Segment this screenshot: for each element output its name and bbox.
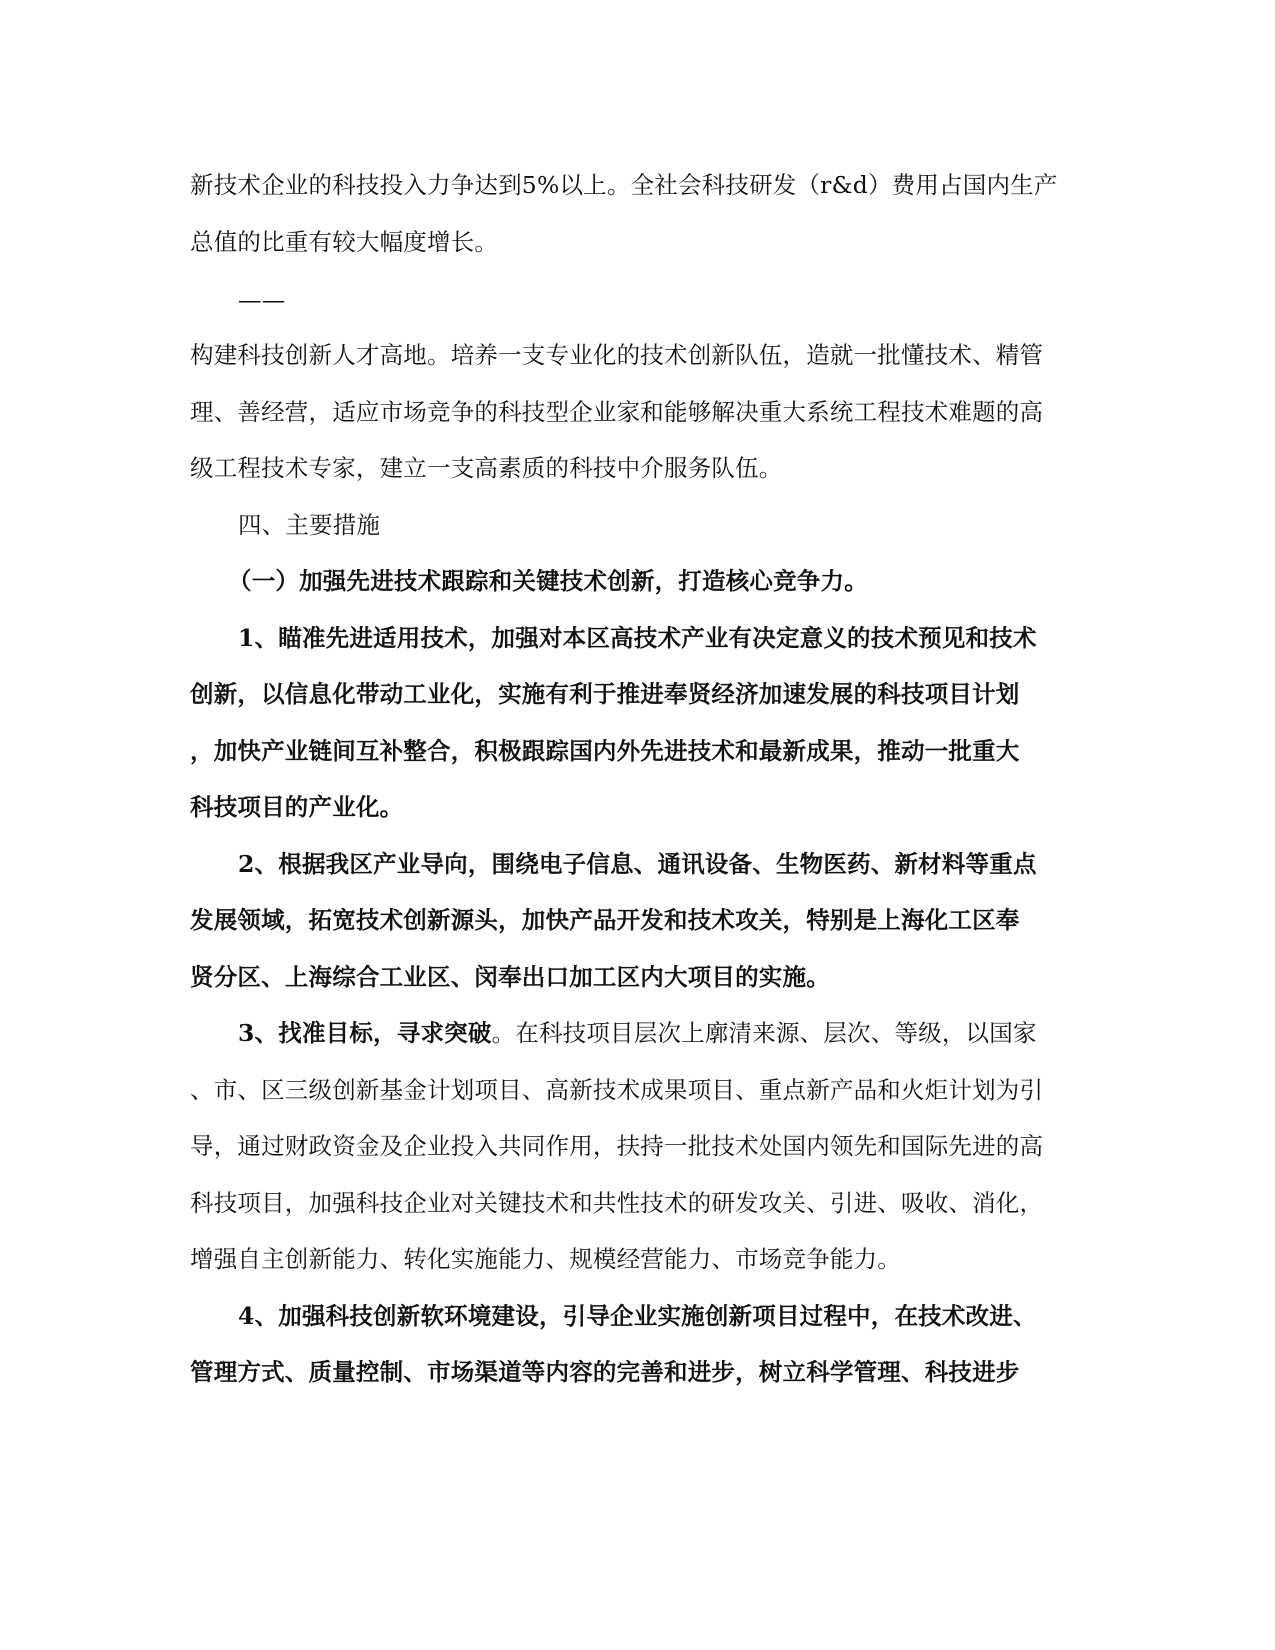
- paragraph-line: 级工程技术专家，建立一支高素质的科技中介服务队伍。: [190, 454, 783, 482]
- dash-line: ——: [238, 286, 286, 314]
- item-4-line: 4、加强科技创新软环境建设，引导企业实施创新项目过程中，在技术改进、: [238, 1302, 1037, 1330]
- section-heading: 四、主要措施: [238, 511, 381, 539]
- item-1-line: ，加快产业链间互补整合，积极跟踪国内外先进技术和最新成果，推动一批重大: [190, 737, 1020, 765]
- paragraph-line: 总值的比重有较大幅度增长。: [190, 228, 499, 256]
- item-3-line: 导，通过财政资金及企业投入共同作用，扶持一批技术处国内领先和国际先进的高: [190, 1132, 1044, 1160]
- item-2-line: 贤分区、上海综合工业区、闵奉出口加工区内大项目的实施。: [190, 963, 830, 991]
- item-1-line: 创新，以信息化带动工业化，实施有利于推进奉贤经济加速发展的科技项目计划: [190, 680, 1020, 708]
- item-1-line: 1、瞄准先进适用技术，加强对本区高技术产业有决定意义的技术预见和技术: [238, 624, 1037, 652]
- paragraph-line: 构建科技创新人才高地。培养一支专业化的技术创新队伍，造就一批懂技术、精管: [190, 341, 1044, 369]
- paragraph-line: 新技术企业的科技投入力争达到5%以上。全社会科技研发（r&d）费用占国内生产: [190, 171, 1058, 199]
- subsection-heading: （一）加强先进技术跟踪和关键技术创新，打造核心竞争力。: [228, 567, 868, 595]
- item-3-lead: 3、找准目标，寻求突破: [238, 1019, 492, 1047]
- item-2-line: 2、根据我区产业导向，围绕电子信息、通讯设备、生物医药、新材料等重点: [238, 850, 1037, 878]
- item-2-line: 发展领域，拓宽技术创新源头，加快产品开发和技术攻关，特别是上海化工区奉: [190, 906, 1020, 934]
- item-3-line: 科技项目，加强科技企业对关键技术和共性技术的研发攻关、引进、吸收、消化，: [190, 1189, 1044, 1217]
- item-4-line: 管理方式、质量控制、市场渠道等内容的完善和进步，树立科学管理、科技进步: [190, 1358, 1020, 1386]
- item-3-line: 、市、区三级创新基金计划项目、高新技术成果项目、重点新产品和火炬计划为引: [190, 1076, 1044, 1104]
- paragraph-line: 理、善经营，适应市场竞争的科技型企业家和能够解决重大系统工程技术难题的高: [190, 398, 1044, 426]
- item-3-rest: 。在科技项目层次上廓清来源、层次、等级，以国家: [491, 1019, 1037, 1047]
- item-3-line: 增强自主创新能力、转化实施能力、规模经营能力、市场竞争能力。: [190, 1245, 901, 1273]
- item-1-line: 科技项目的产业化。: [190, 793, 404, 821]
- item-3-line: [238, 1018, 1037, 1048]
